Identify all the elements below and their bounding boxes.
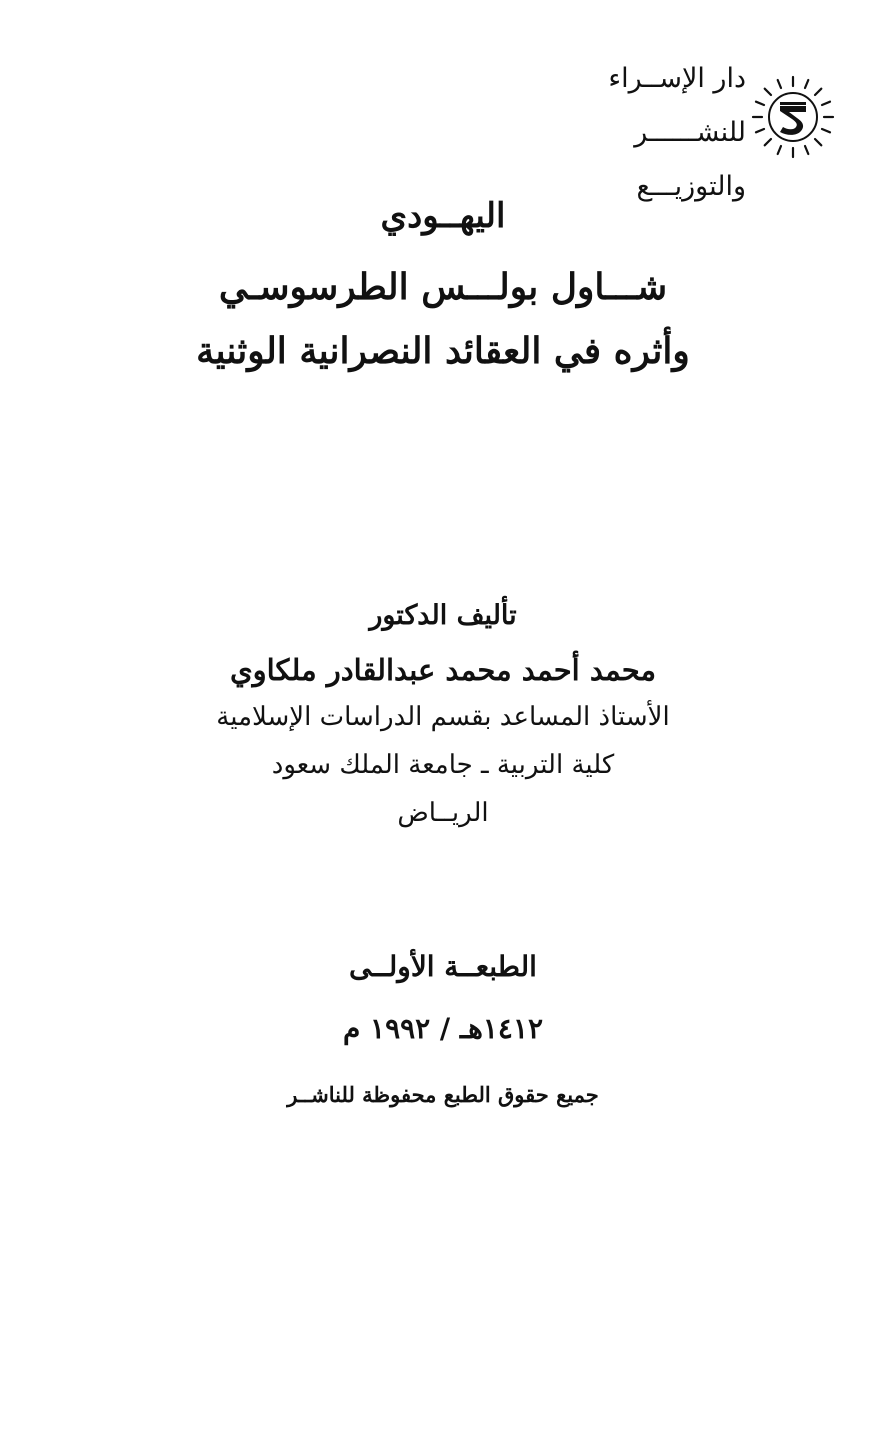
edition-date: ١٤١٢هـ / ١٩٩٢ م xyxy=(342,1012,544,1045)
publisher-block xyxy=(526,52,746,214)
copyright-notice: جميع حقوق الطبع محفوظة للناشــر xyxy=(287,1082,599,1107)
author-city: الريــاض xyxy=(397,798,489,828)
publisher-line-distribution: والتوزيـــع xyxy=(636,171,746,202)
book-title-line-2: شـــاول بولـــس الطرسوسـي xyxy=(218,266,668,308)
author-label: تأليف الدكتور xyxy=(369,600,517,631)
edition-label: الطبعــة الأولــى xyxy=(349,950,537,983)
publisher-line-publishing: للنشــــــر xyxy=(634,117,746,148)
book-title-line-3: وأثره في العقائد النصرانية الوثنية xyxy=(196,330,690,372)
book-title-line-1: اليهــودي xyxy=(380,196,506,236)
publisher-name: دار الإســراء xyxy=(608,63,746,94)
publisher-logo-icon xyxy=(750,74,836,160)
author-institution: كلية التربية ـ جامعة الملك سعود xyxy=(271,750,615,780)
author-position: الأستاذ المساعد بقسم الدراسات الإسلامية xyxy=(216,702,670,732)
author-name: محمد أحمد محمد عبدالقادر ملكاوي xyxy=(229,653,657,687)
